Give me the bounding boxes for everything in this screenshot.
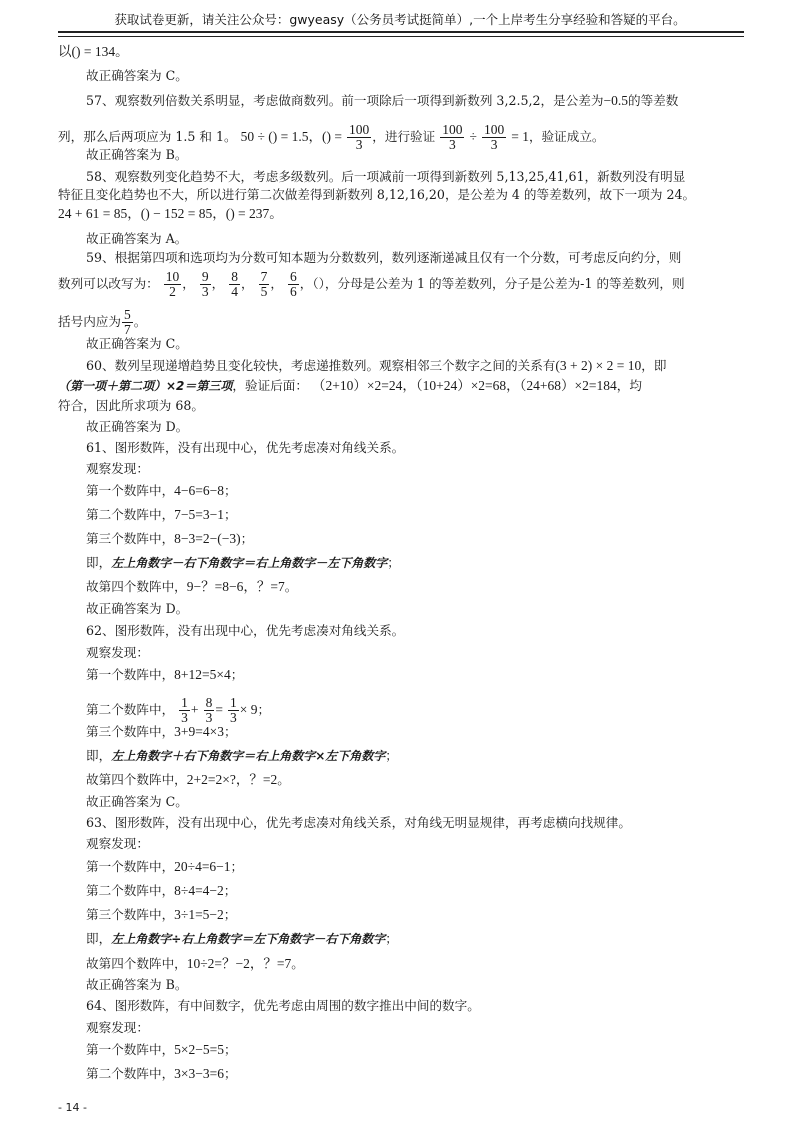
q61-rule: 即，左上角数字－右下角数字＝右上角数字－左下角数字； <box>86 555 400 570</box>
fraction: $\frac{100}{3}$ <box>483 122 505 152</box>
q61-matrix-1: 第一个数阵中，4−6=6−8； <box>86 483 237 498</box>
observe-label: 观察发现： <box>86 461 149 476</box>
q64-matrix-2: 第二个数阵中，3×3−3=6； <box>86 1066 237 1081</box>
q59-bracket: 括号内应为 <box>58 314 121 329</box>
q61-matrix-3: 第三个数阵中，8−3=2−(−3)； <box>86 531 254 546</box>
q63-text: 63、图形数阵，没有出现中心，优先考虑凑对角线关系，对角线无明显规律，再考虑横向找规律。 <box>86 815 631 830</box>
answer-line: 故正确答案为 C。 <box>86 68 188 83</box>
q63-matrix-1: 第一个数阵中，20÷4=6−1； <box>86 859 244 874</box>
fraction: $\frac{6}{6}$ <box>289 269 297 299</box>
q57-verified: ，验证成立。 <box>528 129 605 144</box>
q62-rule: 即，左上角数字＋右下角数字＝右上角数字×左下角数字； <box>86 748 398 763</box>
answer-line: 故正确答案为 B。 <box>86 977 188 992</box>
fraction: $\frac{100}{3}$ <box>349 122 370 152</box>
page-number: - 14 - <box>58 1101 87 1114</box>
fraction: $\frac{1}{3}$ <box>229 695 237 725</box>
q62-matrix-3: 第三个数阵中，3+9=4×3； <box>86 724 237 739</box>
q59-text: 59、根据第四项和选项均为分数可知本题为分数数列，数列逐渐递减且仅有一个分数，可考虑反向约分，则 <box>86 250 682 265</box>
q57-sentence: 57、观察数列倍数关系明显，考虑做商数列。前一项除后一项得到新数列 3,2.5,2，是公差为 <box>86 93 604 108</box>
fraction: $\frac{5}{7}$ <box>123 307 131 337</box>
q60-relation: (3 + 2) × 2 = 10 <box>555 358 642 373</box>
q60-verify: ，验证后面： <box>232 378 308 393</box>
equals-one: = 1 <box>511 129 529 144</box>
q62-matrix-2: 第二个数阵中， $\frac{1}{3}$ + $\frac{8}{3}$ = $\frac{1}{3}$ × 9； <box>86 695 271 725</box>
q59-line3: 括号内应为 $\frac{5}{7}$ 。 <box>58 307 147 337</box>
header-rule <box>58 31 744 33</box>
q58-equation: 24 + 61 = 85，() − 152 = 85，() = 237。 <box>58 206 283 221</box>
q60-verify-eq: （2+10）×2=24，（10+24）×2=68，（24+68）×2=184 <box>311 378 617 393</box>
q60-conclusion: 符合，因此所求项为 68。 <box>58 398 204 413</box>
q57-sentence-end: 的等差数 <box>627 93 679 108</box>
fraction: $\frac{10}{2}$ <box>165 269 180 299</box>
q62-matrix-4: 故第四个数阵中，2+2=2×?，？=2。 <box>86 772 290 787</box>
answer-line: 故正确答案为 C。 <box>86 794 188 809</box>
q57-line2-text: 列，那么后两项应为 1.5 和 1。 <box>58 129 237 144</box>
header-rule-thin <box>58 36 744 37</box>
q63-matrix-4: 故第四个数阵中，10÷2=？−2，？=7。 <box>86 956 304 971</box>
q58-text: 58、观察数列变化趋势不大，考虑多级数列。后一项减前一项得到新数列 5,13,25,41,61，新数列没有明显 <box>86 169 686 184</box>
observe-label: 观察发现： <box>86 836 149 851</box>
q59-rest: ，（），分母是公差为 1 的等差数列，分子是公差为-1 的等差数列，则 <box>299 276 685 291</box>
q63-matrix-3: 第三个数阵中，3÷1=5−2； <box>86 907 237 922</box>
q64-text: 64、图形数阵，有中间数字，优先考虑由周围的数字推出中间的数字。 <box>86 998 480 1013</box>
q58-text-2: 特征且变化趋势也不大，所以进行第二次做差得到新数列 8,12,16,20，是公差为 4 的等差数列，故下一项为 24。 <box>58 187 696 202</box>
q57-verify: ，进行验证 <box>372 129 436 144</box>
answer-line: 故正确答案为 A。 <box>86 231 188 246</box>
observe-label: 观察发现： <box>86 645 149 660</box>
q57-text <box>86 93 678 109</box>
q60-text: 60、数列呈现递增趋势且变化较快，考虑递推数列。观察相邻三个数字之间的关系有(3 + 2) × 2 = 10，即 <box>86 358 667 373</box>
q63-rule: 即，左上角数字÷右上角数字＝左下角数字－右下角数字； <box>86 931 398 946</box>
q60-sentence: 60、数列呈现递增趋势且变化较快，考虑递推数列。观察相邻三个数字之间的关系有 <box>86 358 556 373</box>
text-line: 以() = 134。 <box>58 44 129 59</box>
answer-line: 故正确答案为 C。 <box>86 336 188 351</box>
q60-rule: （第一项＋第二项）×2＝第三项 <box>58 379 233 393</box>
q57-diff: −0.5 <box>603 93 628 108</box>
q59-line2: 数列可以改写为： $\frac{10}{2}$ ， $\frac{9}{3}$ ， $\frac{8}{4}$ ， $\frac{7}{5}$ ， $\frac{6}{6}$ ，（），分母是公差为 1 的等差数列，分子是公差为-1 的等差数列，则 <box>58 269 685 299</box>
fraction: $\frac{8}{3}$ <box>205 695 213 725</box>
q61-matrix-4: 故第四个数阵中，9−？=8−6，？=7。 <box>86 579 298 594</box>
answer-line: 故正确答案为 D。 <box>86 601 189 616</box>
q62-text: 62、图形数阵，没有出现中心，优先考虑凑对角线关系。 <box>86 623 405 638</box>
q61-text: 61、图形数阵，没有出现中心，优先考虑凑对角线关系。 <box>86 440 405 455</box>
q57-equation: 50 ÷ () = 1.5，() = <box>240 129 342 144</box>
fraction: $\frac{1}{3}$ <box>181 695 188 725</box>
q64-matrix-1: 第一个数阵中，5×2−5=5； <box>86 1042 237 1057</box>
fraction: $\frac{9}{3}$ <box>201 269 209 299</box>
answer-line: 故正确答案为 D。 <box>86 419 189 434</box>
fraction: $\frac{7}{5}$ <box>260 269 268 299</box>
q63-matrix-2: 第二个数阵中，8÷4=4−2； <box>86 883 237 898</box>
q62-matrix-1: 第一个数阵中，8+12=5×4； <box>86 667 244 682</box>
q61-matrix-2: 第二个数阵中，7−5=3−1； <box>86 507 237 522</box>
page-header: 获取试卷更新，请关注公众号：gwyeasy（公务员考试挺简单）,一个上岸考生分享经验和答疑的平台。 <box>114 12 686 27</box>
divide-sign: ÷ <box>469 129 477 144</box>
fraction: $\frac{100}{3}$ <box>442 122 463 152</box>
answer-line: 故正确答案为 B。 <box>86 147 188 162</box>
fraction: $\frac{8}{4}$ <box>231 269 238 299</box>
observe-label: 观察发现： <box>86 1020 149 1035</box>
q59-rewrite: 数列可以改写为： <box>58 276 159 291</box>
q60-line2: （第一项＋第二项）×2＝第三项，验证后面： （2+10）×2=24，（10+24）×2=68，（24+68）×2=184，均 <box>58 378 642 393</box>
